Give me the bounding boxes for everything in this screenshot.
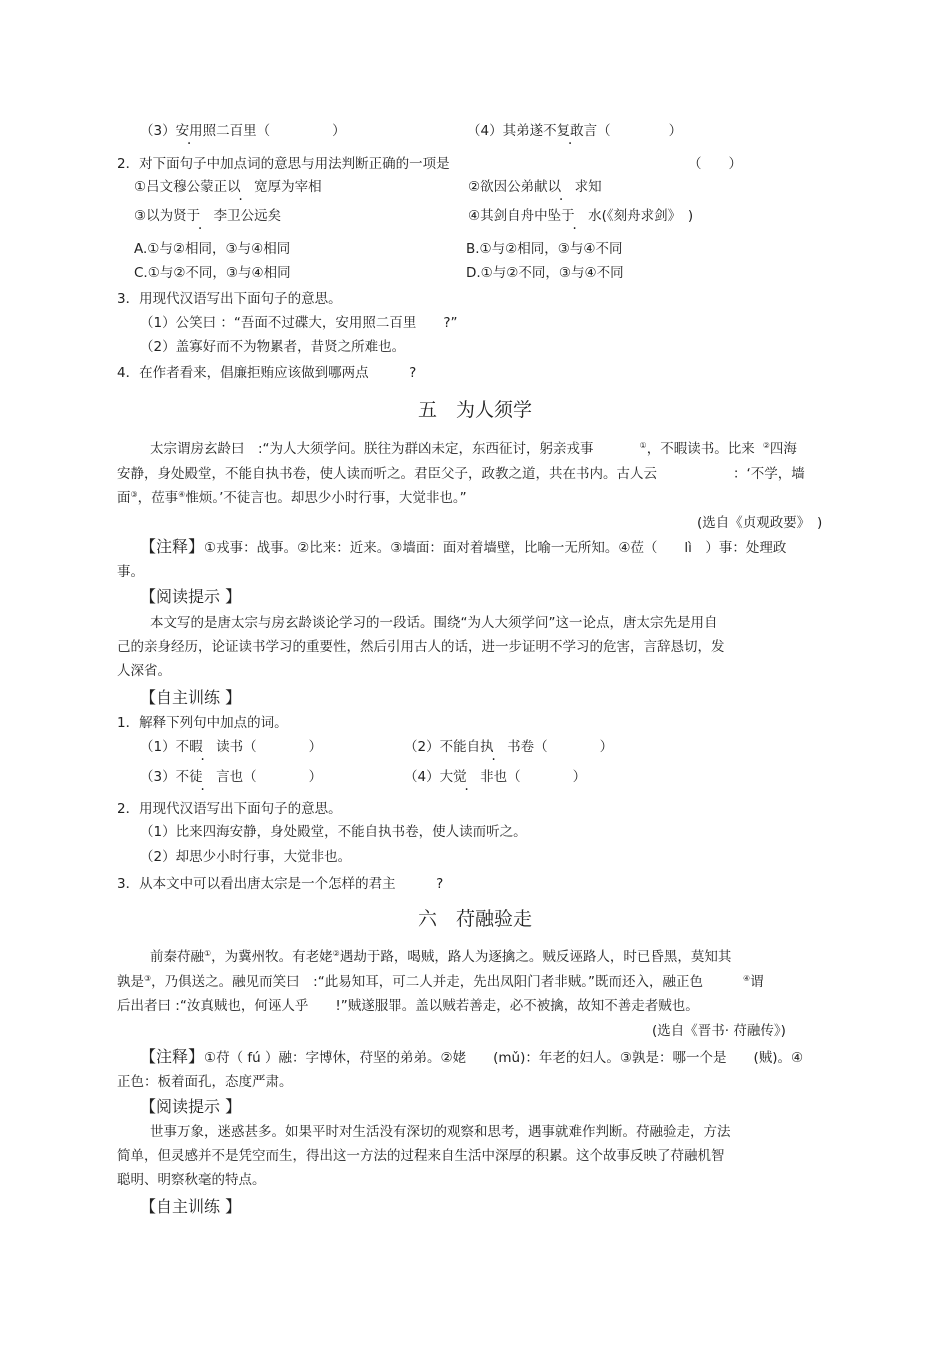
ex5-tip-line2: 己的亲身经历，论证读书学习的重要性，然后引用古人的话，进一步证明不学习的危害，言辞恳切，发 (117, 639, 725, 655)
ex4-q2-option-d: D.①与②不同，③与④不同 (466, 265, 624, 281)
ex5-para-line3: 面③，莅事④惟烦。’不徒言也。却思少小时行事，大觉非也。” (117, 490, 467, 506)
ex5-train-heading: 【自主训练 】 (140, 688, 242, 707)
ex5-para-line2: 安静，身处殿堂，不能自执书卷，使人读而听之。君臣父子，政教之道，共在书内。古人云 ：‘不学，墙 (117, 466, 805, 482)
ex4-q2-option-a: A.①与②相同，③与④相同 (134, 241, 291, 257)
ex6-train-heading: 【自主训练 】 (140, 1197, 242, 1216)
ex6-tip-line1: 世事万象，迷惑甚多。如果平时对生活没有深切的观察和思考，遇事就难作判断。苻融验走，方法 (150, 1124, 731, 1140)
ex4-q2-item2: ②欲因公弟献以 求知 (468, 179, 602, 195)
ex6-tip-heading: 【阅读提示 】 (140, 1097, 242, 1116)
ex6-source: (选自《晋书· 苻融传》) (652, 1023, 786, 1039)
ex5-source: (选自《贞观政要》 ) (697, 515, 823, 531)
ex6-notes-line1: 【注释】①苻（ fú ）融：字博休，苻坚的弟弟。②姥 (mǔ)：年老的妇人。③孰是：哪一个是 (贼)。④ (140, 1047, 804, 1066)
ex4-q2-option-c: C.①与②不同，③与④相同 (134, 265, 291, 281)
ex6-tip-line2: 简单，但灵感并不是凭空而生，得出这一方法的过程来自生活中深厚的积累。这个故事反映了苻融机智 (117, 1148, 725, 1164)
ex6-para-line3: 后出者曰 :“汝真贼也，何诬人乎 !”贼遂服罪。盖以贼若善走，必不被擒，故知不善走者贼也。 (117, 998, 699, 1014)
ex5-para-line1: 太宗谓房玄龄曰 :“为人大须学问。朕往为群凶未定，东西征讨，躬亲戎事 ①，不暇读书。比来 ②四海 (150, 441, 797, 457)
ex6-tip-line3: 聪明、明察秋毫的特点。 (117, 1172, 266, 1188)
section-title-5: 五 为人须学 (417, 399, 532, 421)
ex6-notes-line2: 正色：板着面孔，态度严肃。 (117, 1074, 293, 1090)
ex5-notes-line1: 【注释】①戎事：战事。②比来：近来。③墙面：面对着墙壁，比喻一无所知。④莅（ lì ）事：处理政 (140, 537, 787, 556)
ex4-word-4: （4）其弟遂不复敢言（ ） (467, 123, 683, 139)
ex5-q1: 1．解释下列句中加点的词。 (117, 715, 288, 731)
ex4-q3-s2: （2）盖寡好而不为物累者，昔贤之所难也。 (140, 339, 406, 355)
ex5-word-4: （4）大觉 非也（ ） (404, 769, 587, 785)
ex4-q3-s1: （1）公笑曰 ：“吾面不过碟大，安用照二百里 ?” (140, 315, 458, 331)
ex5-tip-line1: 本文写的是唐太宗与房玄龄谈论学习的一段话。围绕“为人大须学问”这一论点，唐太宗先是用自 (150, 615, 718, 631)
ex4-q2-item4: ④其剑自舟中坠于 水(《刻舟求剑》 ) (468, 208, 694, 224)
ex6-para-line2: 孰是③，乃俱送之。融见而笑曰 :“此易知耳，可二人并走，先出凤阳门者非贼。”既而还入，融正色 ④谓 (117, 974, 764, 990)
ex5-word-2: （2）不能自执 书卷（ ） (404, 739, 614, 755)
ex4-q2-item3: ③以为贤于 李卫公远矣 (134, 208, 282, 224)
ex5-q2: 2．用现代汉语写出下面句子的意思。 (117, 801, 342, 817)
ex4-q2-option-b: B.①与②相同，③与④不同 (466, 241, 623, 257)
ex5-tip-heading: 【阅读提示 】 (140, 587, 242, 606)
ex4-q2-item1: ①吕文穆公蒙正以 宽厚为宰相 (134, 179, 322, 195)
ex5-word-1: （1）不暇 读书（ ） (140, 739, 323, 755)
ex5-tip-line3: 人深省。 (117, 663, 171, 679)
ex4-word-3: （3）安用照二百里（ ） (140, 123, 346, 139)
ex5-notes-line2: 事。 (117, 564, 144, 580)
ex4-q2-stem: 2．对下面句子中加点词的意思与用法判断正确的一项是 (117, 156, 450, 172)
ex4-q4: 4．在作者看来，倡廉拒贿应该做到哪两点 ? (117, 365, 417, 381)
ex4-q3-stem: 3．用现代汉语写出下面句子的意思。 (117, 291, 342, 307)
ex4-q2-paren: （ ） (688, 156, 742, 172)
ex5-q2-s1: （1）比来四海安静，身处殿堂，不能自执书卷，使人读而听之。 (140, 824, 527, 840)
ex5-q3: 3．从本文中可以看出唐太宗是一个怎样的君主 ? (117, 876, 444, 892)
ex5-word-3: （3）不徒 言也（ ） (140, 769, 323, 785)
ex6-para-line1: 前秦苻融①，为冀州牧。有老姥②遇劫于路，喝贼，路人为逐擒之。贼反诬路人，时已昏黑，莫知其 (150, 949, 732, 965)
ex5-q2-s2: （2）却思少小时行事，大觉非也。 (140, 849, 352, 865)
section-title-6: 六 苻融验走 (417, 908, 532, 930)
